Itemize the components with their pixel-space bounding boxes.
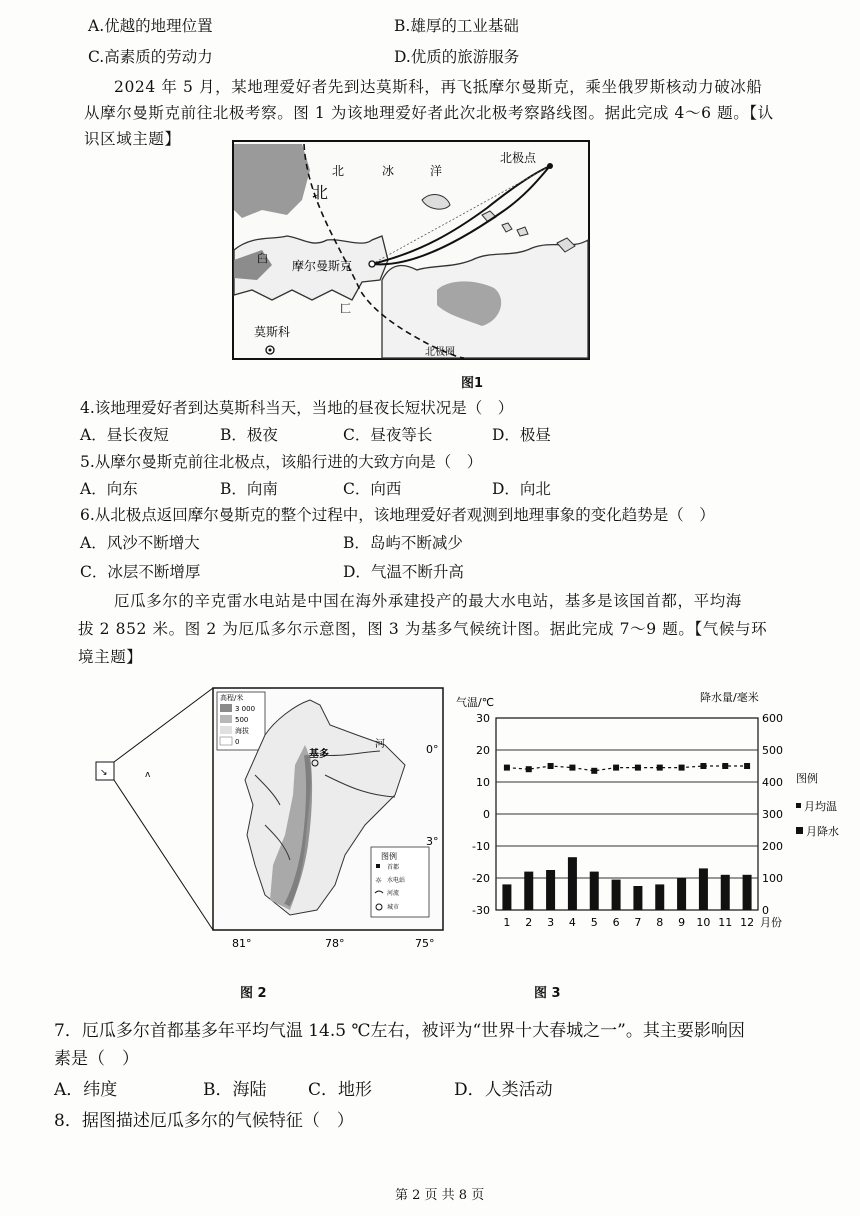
q4-option-d: D．极昼 (492, 426, 551, 444)
murmansk-point (369, 261, 375, 267)
precip-bar (721, 875, 730, 910)
q5-option-b: B．向南 (220, 480, 278, 498)
x-tick-label: 5 (590, 916, 598, 929)
q5-option-d: D．向北 (492, 480, 551, 498)
ocean-label-1: 北 (332, 164, 345, 178)
symbol-legend-river: 河流 (387, 890, 400, 897)
question-4-stem: 4.该地理爱好者到达莫斯科当天，当地的昼夜长短状况是（ ） (80, 399, 514, 417)
precip-bar (568, 857, 577, 910)
arctic-route-map (232, 140, 590, 360)
temperature-point (591, 768, 597, 774)
question-8-stem: 8．据图描述厄瓜多尔的气候特征（ ） (54, 1111, 354, 1131)
moscow-label: 莫斯科 (254, 325, 291, 339)
symbol-legend-capital: 首都 (387, 864, 400, 871)
north-pole-label: 北极点 (500, 151, 537, 165)
question-7-stem-line2: 素是（ ） (54, 1049, 139, 1069)
x-tick-label: 10 (696, 916, 711, 929)
temperature-point (679, 765, 685, 771)
x-tick-label: 6 (612, 916, 620, 929)
y-tick-label: 10 (476, 776, 490, 789)
q7-option-c: C．地形 (308, 1080, 373, 1100)
intro-passage-2 (78, 587, 848, 671)
ecuador-map (95, 685, 450, 955)
y-axis-label: 气温/℃ (456, 696, 495, 709)
x-tick-label: 11 (718, 916, 733, 929)
y2-axis-label: 降水量/毫米 (700, 691, 759, 704)
ocean-label-3: 洋 (430, 164, 443, 178)
x-tick-label: 1 (503, 916, 511, 929)
x-tick-label: 12 (740, 916, 755, 929)
lon-label-78: 78° (325, 937, 345, 950)
legend-precip-label: 月降水 (806, 825, 839, 838)
svg-text:↘: ↘ (100, 768, 108, 778)
q4-option-b: B．极夜 (220, 426, 278, 444)
precip-bar (655, 884, 664, 910)
elevation-legend-title: 高程/米 (220, 694, 244, 702)
question-7-stem-line1: 7．厄瓜多尔首都基多年平均气温 14.5 ℃左右，被评为“世界十大春城之一”。其主要影响因 (54, 1021, 745, 1041)
q3-option-d: D.优质的旅游服务 (394, 48, 520, 66)
x-tick-label: 2 (525, 916, 533, 929)
legend-temp-swatch (796, 803, 801, 808)
legend-item-mid: 海拔 (235, 727, 249, 735)
q3-option-c: C.高素质的劳动力 (88, 48, 213, 66)
temperature-point (526, 766, 532, 772)
murmansk-label: 摩尔曼斯克 (292, 259, 353, 273)
temperature-point (722, 763, 728, 769)
temperature-point (548, 763, 554, 769)
temperature-point (613, 765, 619, 771)
precip-bar (590, 872, 599, 910)
lat-label-3: 3° (426, 835, 439, 848)
arctic-circle-label: 北极圈 (425, 347, 455, 358)
precip-bar (502, 884, 511, 910)
x-tick-label: 7 (634, 916, 642, 929)
y-tick-label: 20 (476, 744, 490, 757)
x-tick-label: 4 (568, 916, 576, 929)
legend-temp-label: 月均温 (804, 800, 837, 813)
x-tick-label: 3 (547, 916, 555, 929)
q6-option-d: D．气温不断升高 (343, 563, 464, 581)
figure-3-caption: 图 3 (534, 986, 561, 1001)
symbol-legend-title: 图例 (381, 852, 397, 861)
precip-bar (633, 886, 642, 910)
y-tick-label: -30 (472, 904, 490, 917)
lon-label-75: 75° (415, 937, 435, 950)
temperature-line (507, 766, 747, 771)
y2-tick-label: 0 (762, 904, 769, 917)
page-footer: 第 2 页 共 8 页 (395, 1188, 485, 1203)
temperature-point (504, 765, 510, 771)
intro1-line3: 识区域主题】 (84, 130, 181, 148)
legend-item-500: 500 (235, 716, 249, 724)
symbol-legend-station: 水电站 (387, 877, 406, 884)
legend-item-3000: 3 000 (235, 705, 256, 713)
intro2-line2: 拔 2 852 米。图 2 为厄瓜多尔示意图，图 3 为基多气候统计图。据此完成 7～9 题。【气候与环 (78, 620, 768, 638)
river-label: 河 (375, 739, 385, 750)
q7-option-a: A．纬度 (54, 1080, 118, 1100)
north-pole-point (547, 163, 553, 169)
y2-tick-label: 300 (762, 808, 783, 821)
y2-tick-label: 500 (762, 744, 783, 757)
precip-bar (699, 868, 708, 910)
q4-option-a: A．昼长夜短 (80, 426, 169, 444)
map-mark-1: 北 (312, 183, 329, 202)
intro1-line2: 从摩尔曼斯克前往北极考察。图 1 为该地理爱好者此次北极考察路线图。据此完成 4～6 题。【认 (84, 104, 774, 122)
y2-tick-label: 400 (762, 776, 783, 789)
q5-option-c: C．向西 (343, 480, 402, 498)
precip-bar (677, 878, 686, 910)
q4-option-c: C．昼夜等长 (343, 426, 433, 444)
intro2-line1: 厄瓜多尔的辛克雷水电站是中国在海外承建投产的最大水电站，基多是该国首都，平均海 (114, 592, 742, 610)
quito-climate-chart (450, 690, 854, 955)
q6-option-c: C．冰层不断增厚 (80, 563, 201, 581)
symbol-legend-city: 城市 (387, 904, 400, 911)
temperature-point (657, 765, 663, 771)
figure-1-caption: 图1 (461, 376, 484, 391)
q5-option-a: A．向东 (80, 480, 138, 498)
lon-label-81: 81° (232, 937, 252, 950)
q7-option-b: B．海陆 (203, 1080, 267, 1100)
x-tick-label: 8 (656, 916, 664, 929)
intro1-line1: 2024 年 5 月，某地理爱好者先到达莫斯科，再飞抵摩尔曼斯克，乘坐俄罗斯核动力破冰船 (114, 78, 763, 96)
y2-tick-label: 200 (762, 840, 783, 853)
quito-label: 基多 (309, 749, 329, 760)
temperature-point (744, 763, 750, 769)
map-mark-3: 匚 (340, 302, 351, 315)
y-tick-label: 0 (483, 808, 490, 821)
temperature-point (635, 765, 641, 771)
precip-bar (524, 872, 533, 910)
precip-bar (743, 875, 752, 910)
q3-option-b: B.雄厚的工业基础 (394, 17, 519, 35)
y-tick-label: -20 (472, 872, 490, 885)
svg-text:☼: ☼ (375, 876, 383, 885)
temperature-point (700, 763, 706, 769)
precip-bar (546, 870, 555, 910)
intro2-line3: 境主题】 (78, 648, 143, 666)
y-tick-label: 30 (476, 712, 490, 725)
x-axis-label: 月份 (760, 916, 782, 929)
question-6-stem: 6.从北极点返回摩尔曼斯克的整个过程中，该地理爱好者观测到地理事象的变化趋势是（ ） (80, 506, 715, 524)
y2-tick-label: 600 (762, 712, 783, 725)
x-tick-label: 9 (678, 916, 686, 929)
precip-bar (612, 880, 621, 910)
legend-precip-swatch (796, 827, 803, 834)
legend-item-0: 0 (235, 738, 240, 746)
question-5-stem: 5.从摩尔曼斯克前往北极点，该船行进的大致方向是（ ） (80, 453, 483, 471)
legend-title: 图例 (796, 772, 818, 785)
q3-option-a: A.优越的地理位置 (88, 17, 213, 35)
q6-option-b: B．岛屿不断减少 (343, 534, 463, 552)
map-mark-2: ⾅ (257, 252, 268, 265)
ocean-label-2: 冰 (382, 164, 395, 178)
figure-2-caption: 图 2 (240, 986, 267, 1001)
temperature-point (569, 765, 575, 771)
svg-text:ʌ: ʌ (145, 770, 151, 780)
y-tick-label: -10 (472, 840, 490, 853)
q6-option-a: A．风沙不断增大 (80, 534, 200, 552)
lat-label-0: 0° (426, 743, 439, 756)
y2-tick-label: 100 (762, 872, 783, 885)
q7-option-d: D．人类活动 (454, 1080, 553, 1100)
